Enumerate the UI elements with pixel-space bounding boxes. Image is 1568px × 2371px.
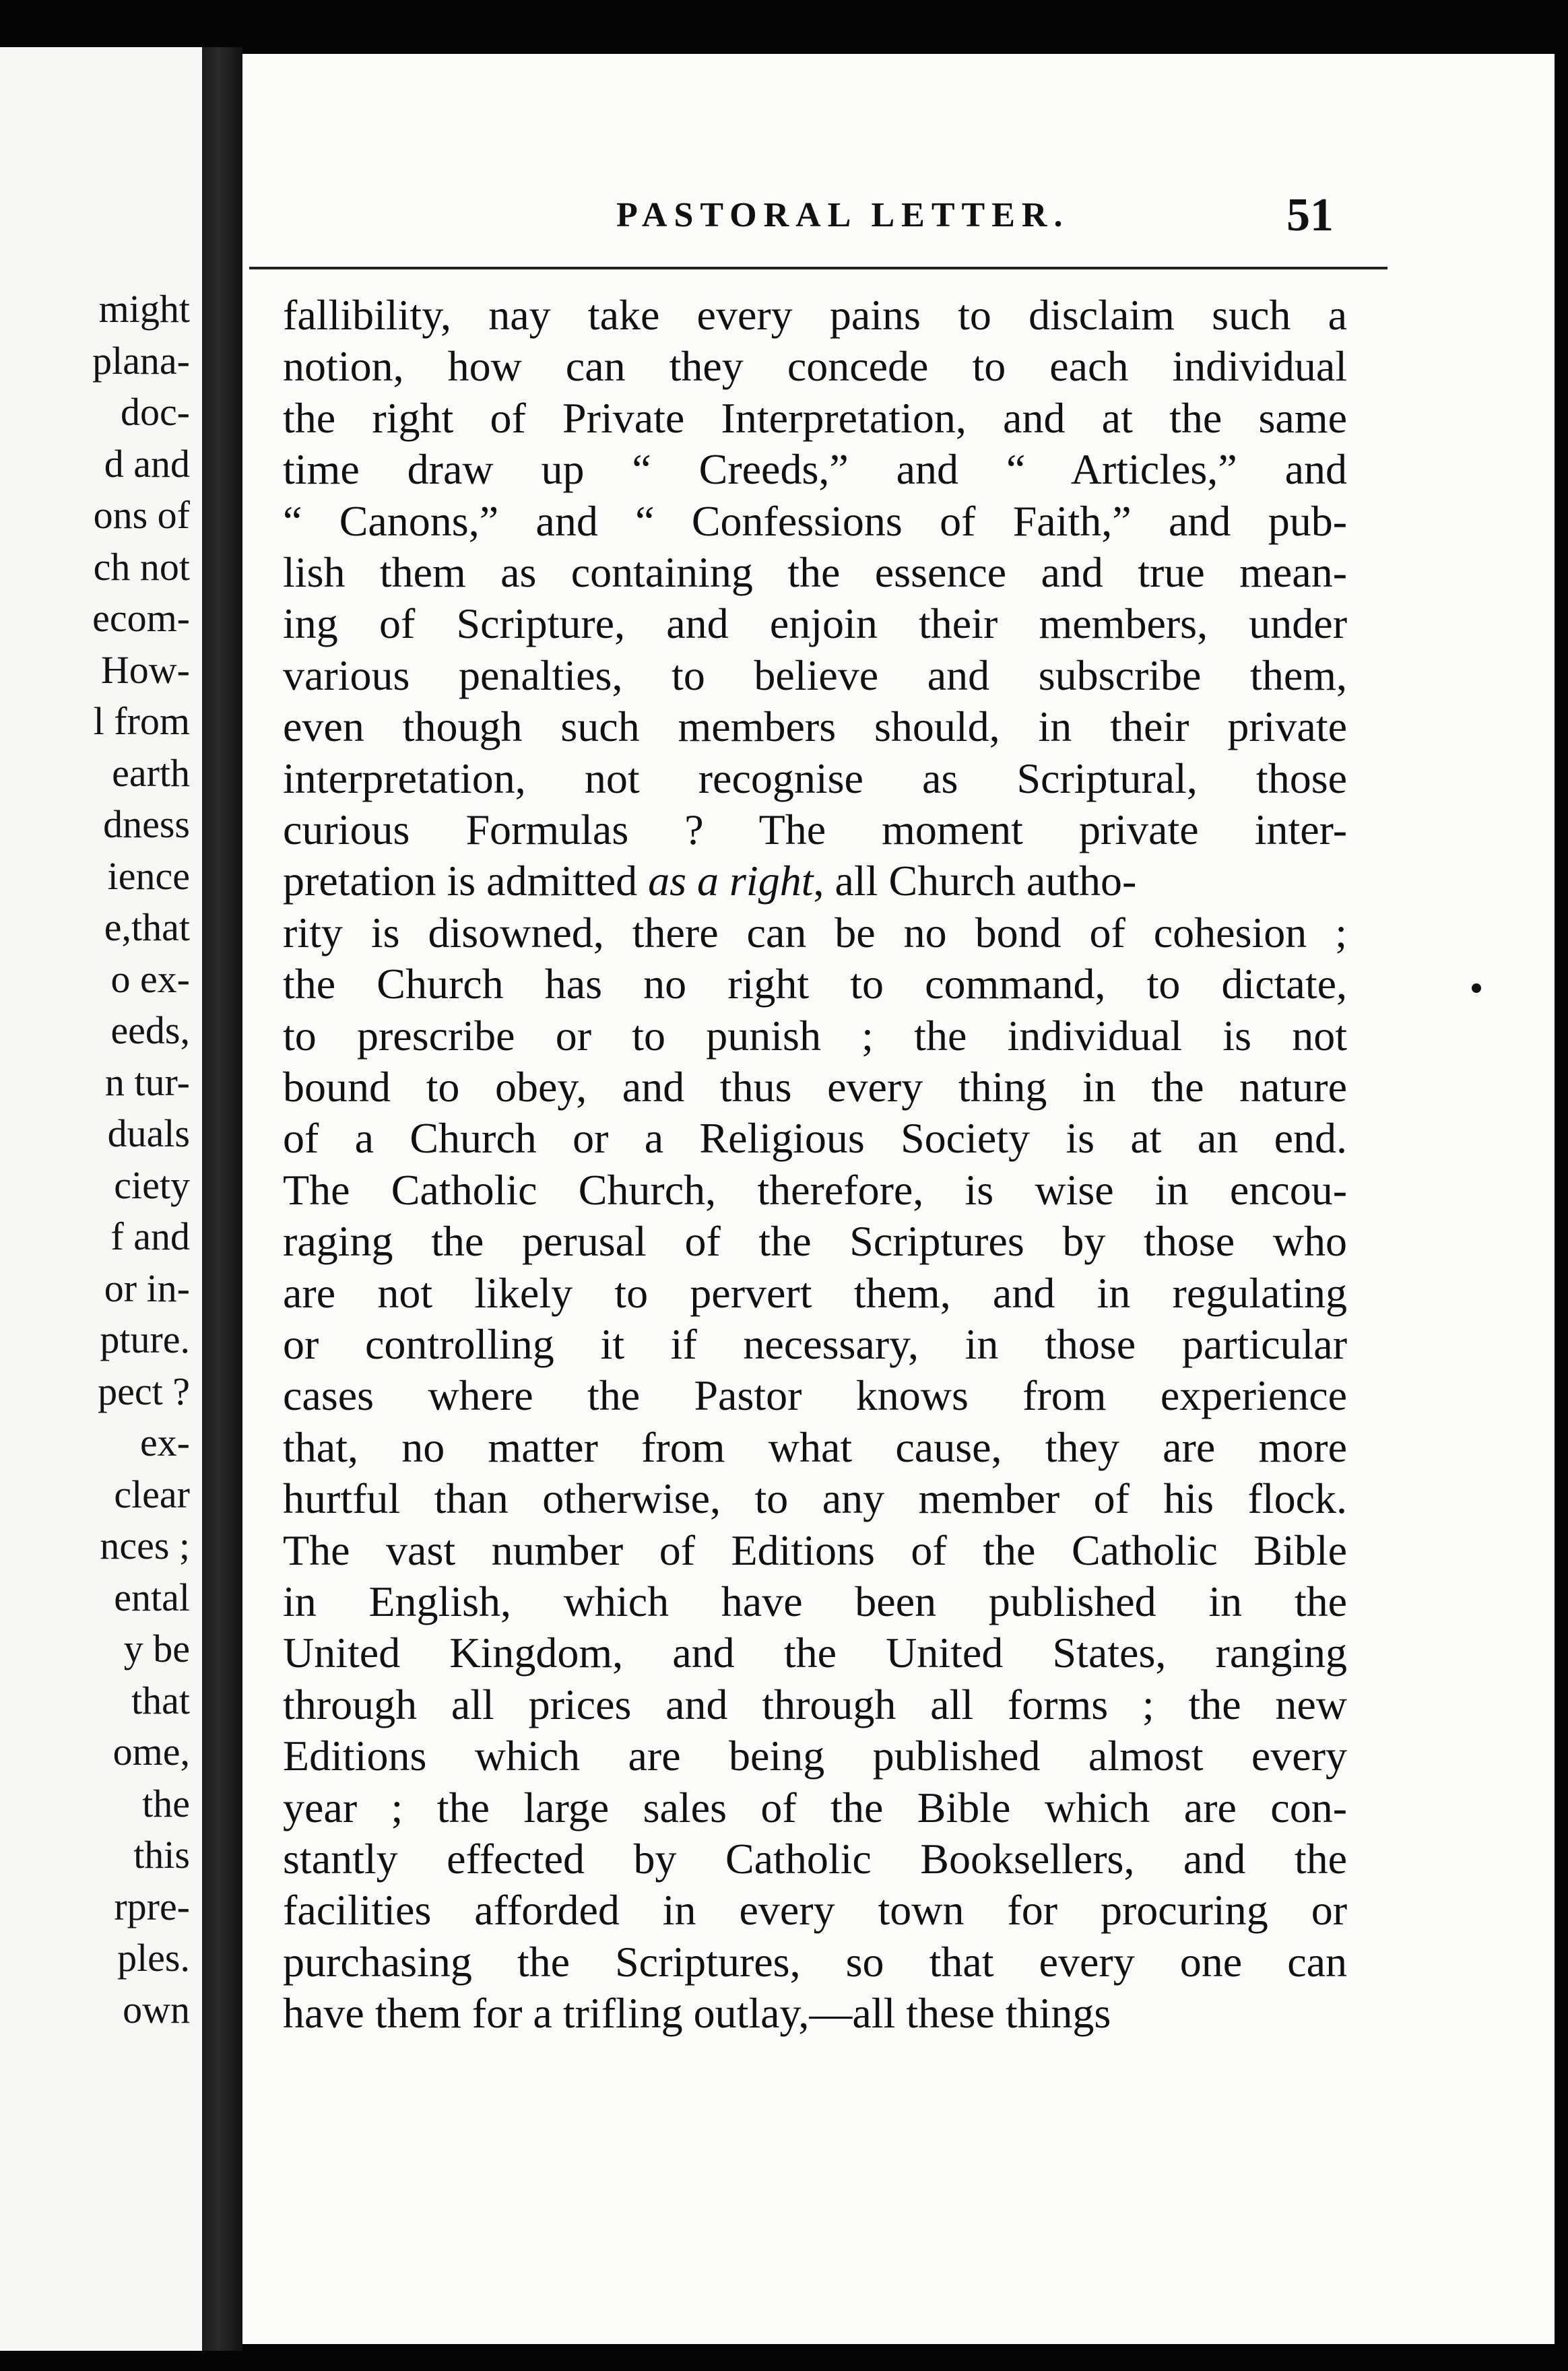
text-line — [283, 855, 1347, 907]
text-span: pretation is admitted — [283, 857, 638, 905]
fragment-line: or in- — [104, 1266, 190, 1310]
text-line: bound to obey, and thus every thing in the nature — [283, 1063, 1347, 1111]
fragment-line: ch not — [93, 544, 190, 589]
fragment-line: ex- — [139, 1421, 190, 1464]
text-line: even though such members should, in their private — [283, 703, 1347, 751]
text-span: , all Church autho- — [813, 857, 1137, 905]
fragment-line: e,that — [104, 905, 190, 949]
fragment-line: n tur- — [104, 1060, 190, 1104]
fragment-line: nces ; — [100, 1524, 190, 1567]
fragment-line: d and — [104, 441, 190, 486]
fragment-line: ples. — [117, 1936, 190, 1980]
text-line: the right of Private Interpretation, and at the same — [283, 393, 1347, 442]
text-line: the Church has no right to command, to dictate, — [283, 960, 1347, 1008]
fragment-line: duals — [107, 1111, 190, 1155]
text-line: lish them as containing the essence and true mean- — [283, 548, 1347, 596]
fragment-line: ciety — [114, 1163, 190, 1207]
text-line: year ; the large sales of the Bible which are con- — [283, 1783, 1347, 1831]
text-line: are not likely to pervert them, and in regulating — [283, 1268, 1347, 1317]
text-line: to prescribe or to punish ; the individual is not — [283, 1011, 1347, 1060]
text-line: United Kingdom, and the United States, ranging — [283, 1629, 1347, 1677]
fragment-line: doc- — [120, 390, 190, 434]
italic-emphasis: as a right — [648, 857, 814, 905]
text-line: through all prices and through all forms ; the new — [283, 1680, 1347, 1728]
fragment-line: this — [133, 1833, 190, 1877]
text-line: cases where the Pastor knows from experience — [283, 1371, 1347, 1420]
previous-page-fragment — [0, 47, 202, 2351]
text-line: have them for a trifling outlay,—all these things — [283, 1989, 1111, 2038]
fragment-line: clear — [114, 1472, 190, 1516]
ink-speck — [1472, 983, 1481, 993]
text-line: rity is disowned, there can be no bond of cohesion ; — [283, 908, 1347, 956]
text-line: fallibility, nay take every pains to disclaim such a — [283, 291, 1347, 339]
text-line: Editions which are being published almost every — [283, 1732, 1347, 1780]
text-line: ing of Scripture, and enjoin their members, under — [283, 599, 1347, 648]
text-line: facilities afforded in every town for procuring or — [283, 1886, 1347, 1935]
page-number: 51 — [1286, 189, 1334, 241]
text-line: The vast number of Editions of the Catholic Bible — [283, 1526, 1347, 1574]
fragment-line: might — [98, 287, 190, 331]
fragment-line: pect ? — [98, 1369, 190, 1413]
fragment-line: y be — [123, 1627, 190, 1670]
fragment-line: ons of — [93, 493, 190, 537]
fragment-line: l from — [93, 699, 190, 743]
text-line: “ Canons,” and “ Confessions of Faith,” and pub- — [283, 496, 1347, 545]
header-rule — [249, 267, 1387, 269]
fragment-line: How- — [100, 647, 190, 692]
fragment-line: eeds, — [110, 1008, 190, 1052]
fragment-line: earth — [112, 750, 190, 795]
text-line: curious Formulas ? The moment private inter- — [283, 806, 1347, 853]
text-line: time draw up “ Creeds,” and “ Articles,” and — [283, 445, 1347, 494]
text-line: hurtful than otherwise, to any member of his flock. — [283, 1474, 1347, 1523]
book-page — [242, 54, 1555, 2344]
fragment-line: plana- — [92, 338, 190, 383]
text-line: or controlling it if necessary, in those particular — [283, 1320, 1347, 1368]
text-line: various penalties, to believe and subscribe them, — [283, 651, 1347, 699]
fragment-line: o ex- — [110, 956, 190, 1001]
text-line: stantly effected by Catholic Booksellers, and the — [283, 1835, 1347, 1883]
text-line: of a Church or a Religious Society is at an end. — [283, 1114, 1347, 1163]
text-line: interpretation, not recognise as Scriptural, those — [283, 754, 1347, 802]
text-line: raging the perusal of the Scriptures by those who — [283, 1217, 1347, 1266]
fragment-line: ome, — [112, 1730, 190, 1774]
fragment-line: pture. — [100, 1318, 190, 1361]
fragment-line: rpre- — [114, 1884, 190, 1928]
fragment-line: own — [123, 1987, 190, 2032]
fragment-line: ecom- — [92, 596, 190, 640]
text-line: that, no matter from what cause, they are more — [283, 1423, 1347, 1471]
running-head: PASTORAL LETTER. — [616, 196, 1070, 234]
book-gutter — [202, 47, 242, 2351]
fragment-line: that — [131, 1678, 190, 1722]
text-line: purchasing the Scriptures, so that every one can — [283, 1937, 1347, 1986]
fragment-line: ience — [107, 853, 190, 898]
text-line: The Catholic Church, therefore, is wise in encou- — [283, 1165, 1347, 1214]
fragment-line: ental — [114, 1575, 190, 1619]
fragment-line: dness — [103, 802, 190, 846]
fragment-line: the — [142, 1781, 190, 1825]
text-line: in English, which have been published in the — [283, 1578, 1347, 1625]
text-line: notion, how can they concede to each individual — [283, 342, 1347, 391]
fragment-line: f and — [110, 1214, 190, 1258]
